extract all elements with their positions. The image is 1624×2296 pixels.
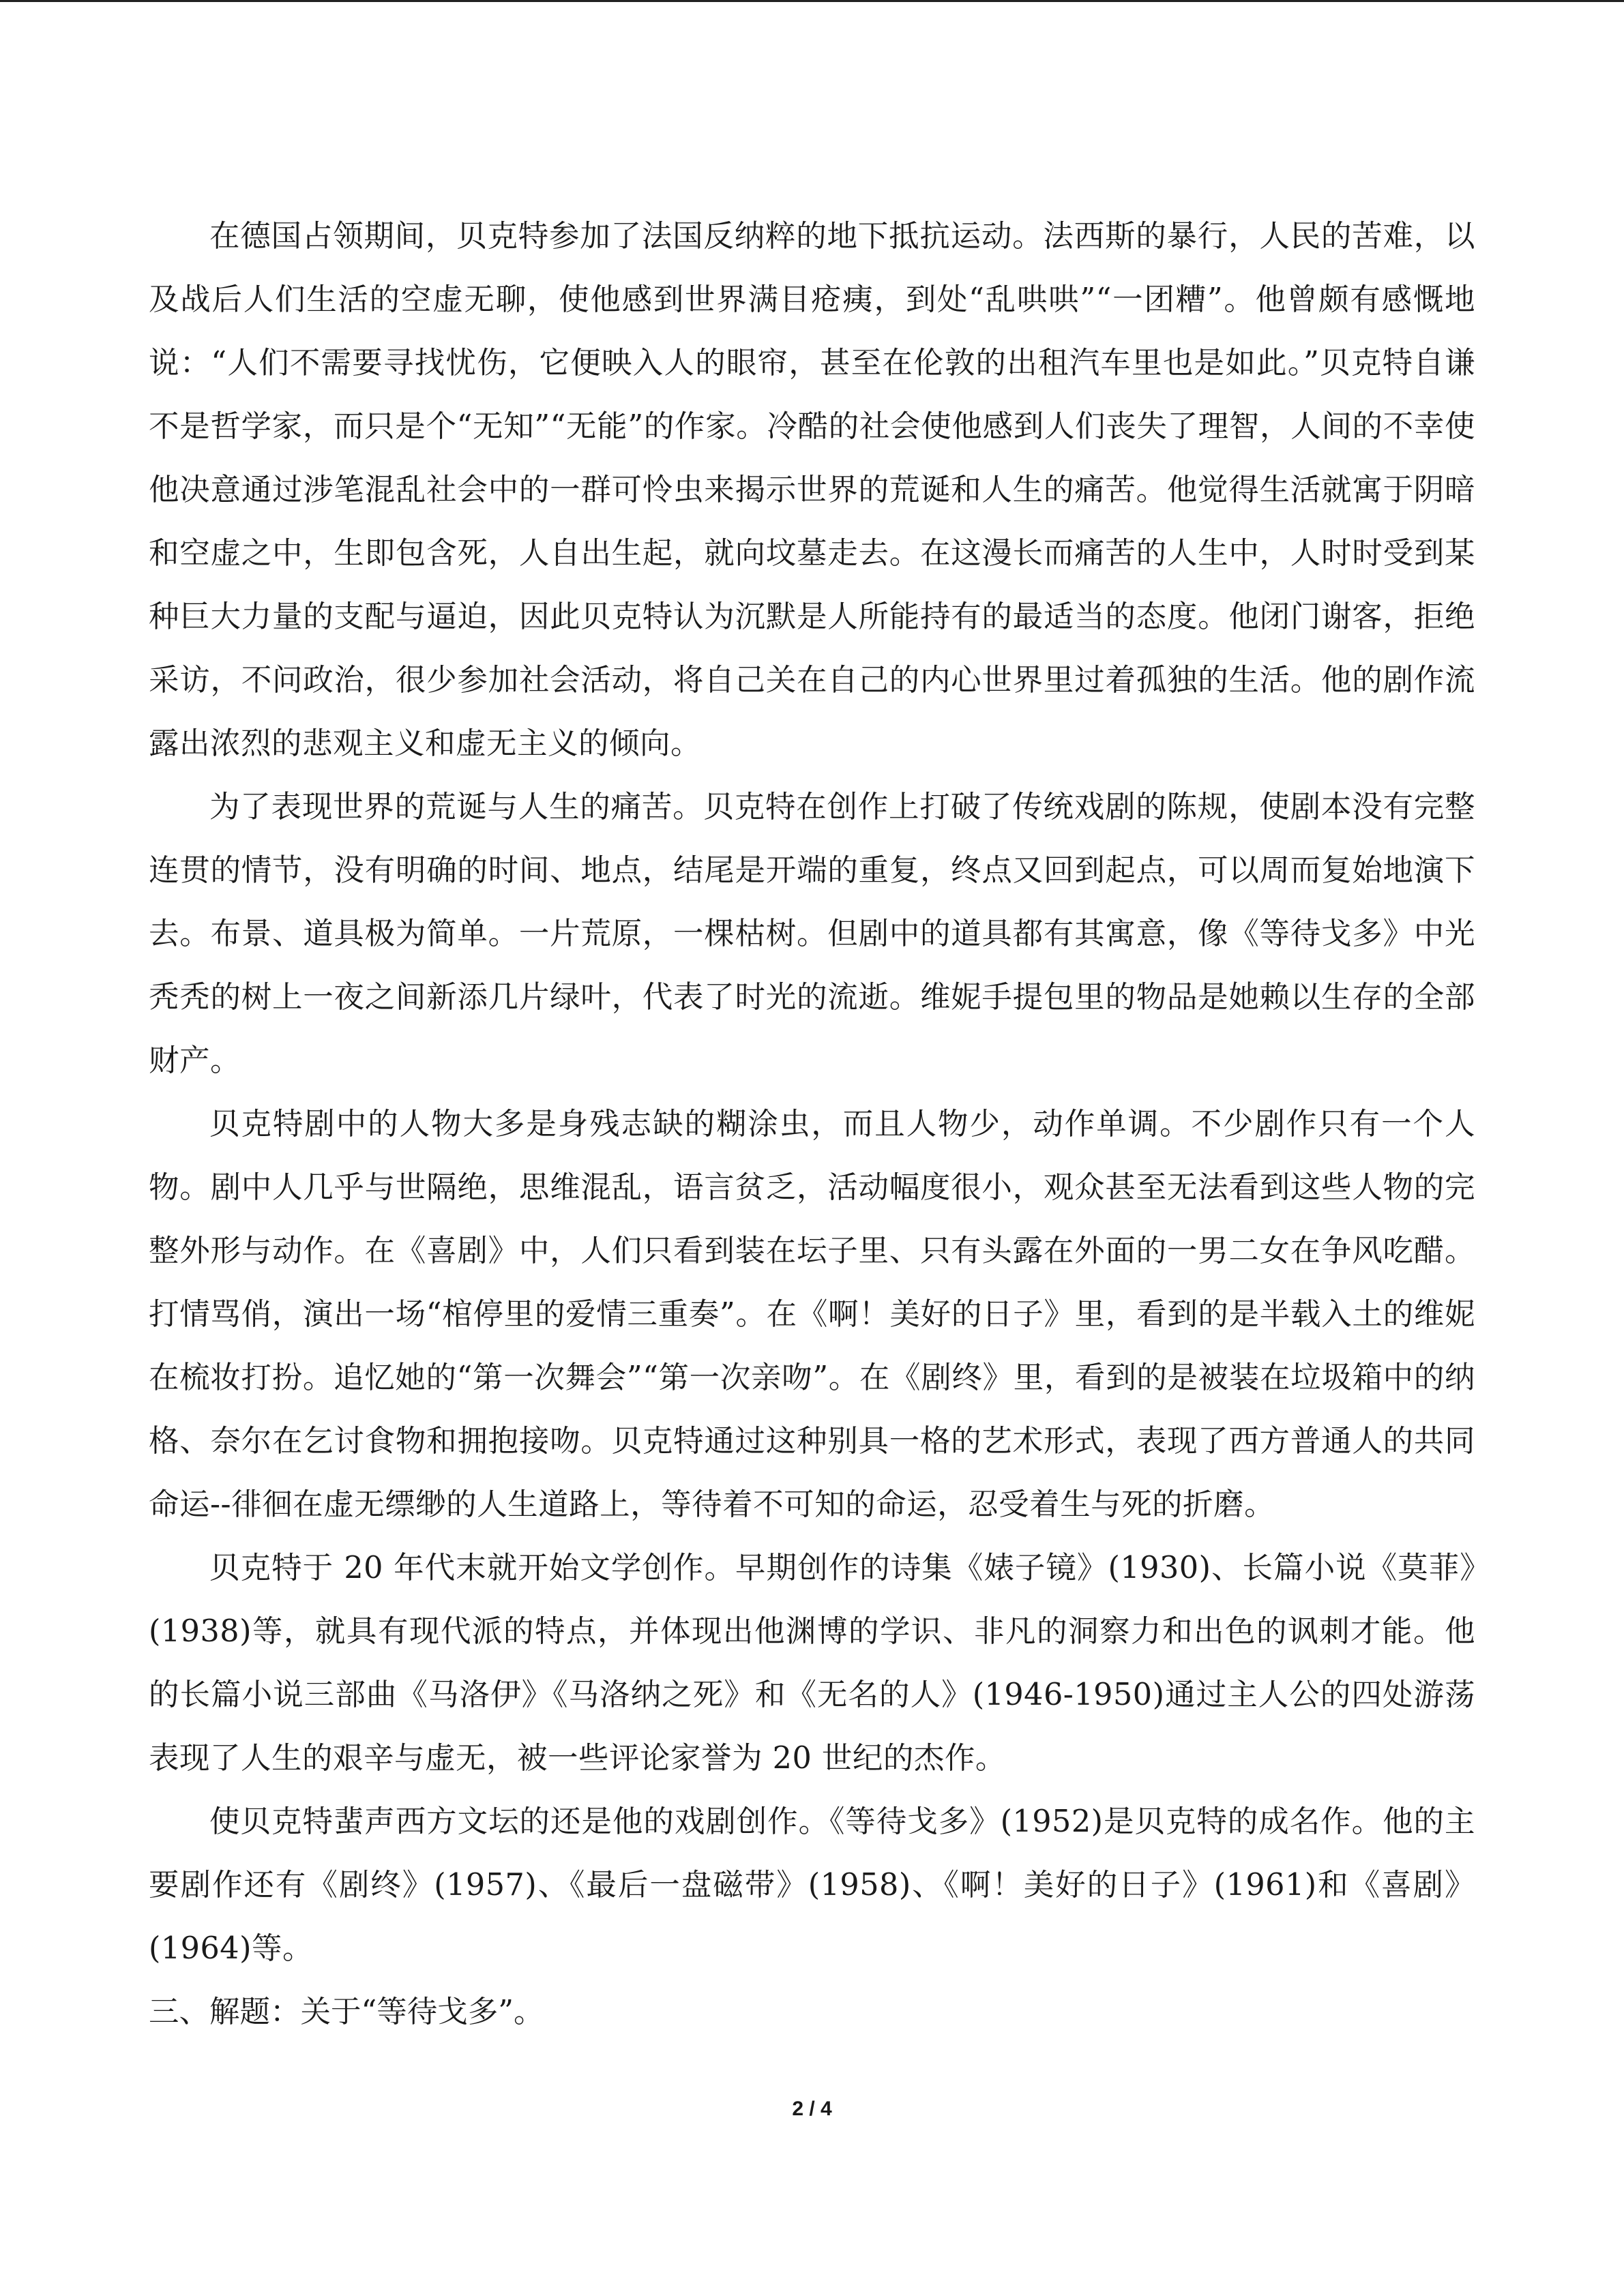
document-body [149, 205, 1475, 2044]
paragraph-4: 贝克特于 20 年代末就开始文学创作。早期创作的诗集《婊子镜》(1930)、长篇小说《莫菲》(1938)等，就具有现代派的特点，并体现出他渊博的学识、非凡的洞察力和出色的讽刺才能。他的长篇小说三部曲《马洛伊》《马洛纳之死》和《无名的人》(1946-1950)通过主人公的四处游荡表现了人生的艰辛与虚无，被一些评论家誉为 20 世纪的杰作。 [149, 1551, 1475, 1776]
paragraph-2: 为了表现世界的荒诞与人生的痛苦。贝克特在创作上打破了传统戏剧的陈规，使剧本没有完整连贯的情节，没有明确的时间、地点，结尾是开端的重复，终点又回到起点，可以周而复始地演下去。布景、道具极为简单。一片荒原，一棵枯树。但剧中的道具都有其寓意，像《等待戈多》中光秃秃的树上一夜之间新添几片绿叶，代表了时光的流逝。维妮手提包里的物品是她赖以生存的全部财产。 [149, 790, 1475, 1078]
paragraph-1: 在德国占领期间，贝克特参加了法国反纳粹的地下抵抗运动。法西斯的暴行，人民的苦难，以及战后人们生活的空虚无聊，使他感到世界满目疮痍，到处“乱哄哄”“一团糟”。他曾颇有感慨地说：“人们不需要寻找忧伤，它便映入人的眼帘，甚至在伦敦的出租汽车里也是如此。”贝克特自谦不是哲学家，而只是个“无知”“无能”的作家。冷酷的社会使他感到人们丧失了理智，人间的不幸使他决意通过涉笔混乱社会中的一群可怜虫来揭示世界的荒诞和人生的痛苦。他觉得生活就寓于阴暗和空虚之中，生即包含死，人自出生起，就向坟墓走去。在这漫长而痛苦的人生中，人时时受到某种巨大力量的支配与逼迫，因此贝克特认为沉默是人所能持有的最适当的态度。他闭门谢客，拒绝采访，不问政治，很少参加社会活动，将自己关在自己的内心世界里过着孤独的生活。他的剧作流露出浓烈的悲观主义和虚无主义的倾向。 [149, 219, 1475, 761]
top-border-rule [0, 0, 1624, 2]
section-heading: 三、解题：关于“等待戈多”。 [149, 1995, 544, 2029]
page-number: 2 / 4 [792, 2098, 832, 2120]
paragraph-3: 贝克特剧中的人物大多是身残志缺的糊涂虫，而且人物少，动作单调。不少剧作只有一个人物。剧中人几乎与世隔绝，思维混乱，语言贫乏，活动幅度很小，观众甚至无法看到这些人物的完整外形与动作。在《喜剧》中，人们只看到装在坛子里、只有头露在外面的一男二女在争风吃醋。打情骂俏，演出一场“棺停里的爱情三重奏”。在《啊！美好的日子》里，看到的是半载入土的维妮在梳妆打扮。追忆她的“第一次舞会”“第一次亲吻”。在《剧终》里，看到的是被装在垃圾箱中的纳格、奈尔在乞讨食物和拥抱接吻。贝克特通过这种别具一格的艺术形式，表现了西方普通人的共同命运--徘徊在虚无缥缈的人生道路上，等待着不可知的命运，忍受着生与死的折磨。 [149, 1107, 1475, 1522]
paragraph-5: 使贝克特蜚声西方文坛的还是他的戏剧创作。《等待戈多》(1952)是贝克特的成名作。他的主要剧作还有《剧终》(1957)、《最后一盘磁带》(1958)、《啊！美好的日子》(1961)和《喜剧》(1964)等。 [149, 1804, 1475, 1966]
